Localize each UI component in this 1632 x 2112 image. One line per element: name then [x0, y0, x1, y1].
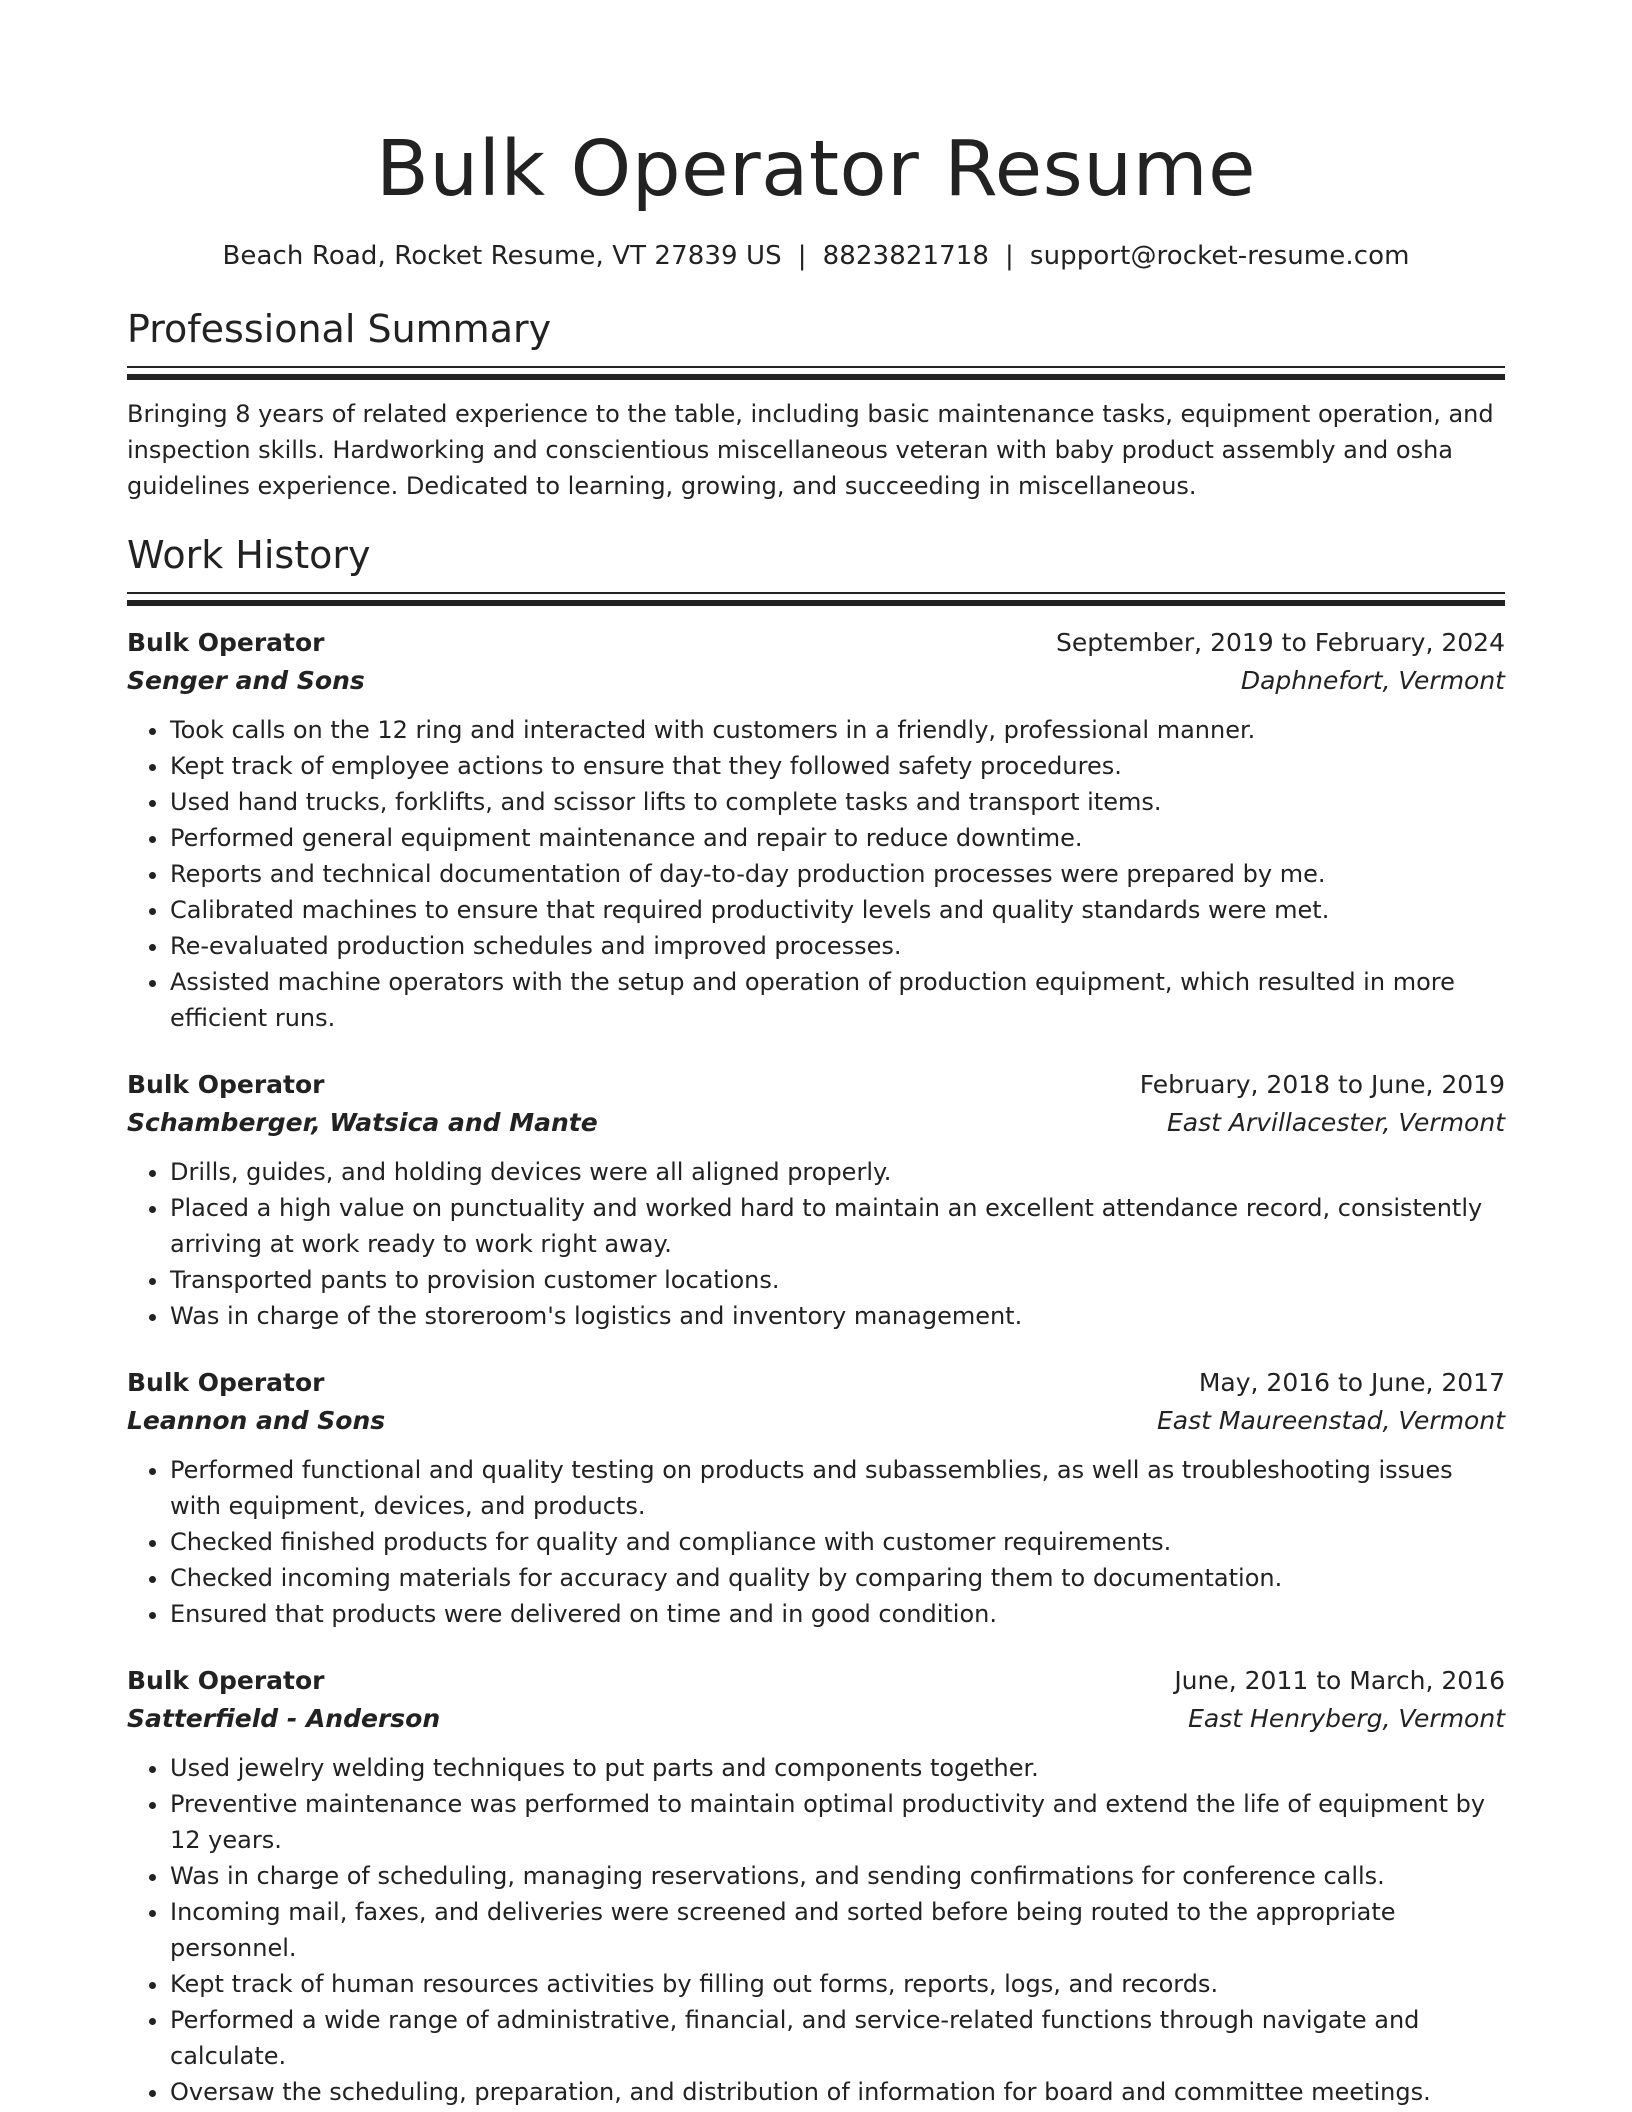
job-bullet: • Used jewelry welding techniques to put parts and components together. — [170, 1750, 1505, 1786]
job-company: Senger and Sons — [127, 666, 365, 695]
job-company: Satterfield - Anderson — [127, 1704, 441, 1733]
job-dates: February, 2018 to June, 2019 — [1139, 1070, 1505, 1099]
job-location: Daphnefort, Vermont — [1240, 666, 1505, 695]
job-bullet: • Re-evaluated production schedules and improved processes. — [170, 928, 1505, 964]
job-bullets — [127, 1452, 1505, 1632]
job-subheader — [127, 1700, 1505, 1738]
job-bullet: • Oversaw the scheduling, preparation, and distribution of information for board and committee meetings. — [170, 2074, 1505, 2110]
contact-phone: 8823821718 — [822, 241, 990, 271]
job-dates: September, 2019 to February, 2024 — [1056, 628, 1505, 657]
job-bullets — [127, 712, 1505, 1036]
job-bullet: • Performed general equipment maintenance and repair to reduce downtime. — [170, 820, 1505, 856]
job-header — [127, 1066, 1505, 1104]
job-dates: May, 2016 to June, 2017 — [1198, 1368, 1505, 1397]
job-title: Bulk Operator — [127, 1368, 325, 1397]
job-bullet: • Drills, guides, and holding devices were all aligned properly. — [170, 1154, 1505, 1190]
work-history-heading: Work History — [127, 533, 371, 577]
work-history-section — [127, 530, 1505, 2110]
job-location: East Henryberg, Vermont — [1188, 1704, 1505, 1733]
resume-title: Bulk Operator Resume — [376, 125, 1256, 214]
job-bullet: • Performed a wide range of administrative, financial, and service-related functions through navigate and calculate. — [170, 2002, 1505, 2074]
job-header — [127, 624, 1505, 662]
job-bullet: • Ensured that products were delivered on time and in good condition. — [170, 1596, 1505, 1632]
job-company: Schamberger, Watsica and Mante — [127, 1108, 598, 1137]
job-bullet: • Kept track of human resources activities by filling out forms, reports, logs, and records. — [170, 1966, 1505, 2002]
job-bullet: • Reports and technical documentation of day-to-day production processes were prepared by me. — [170, 856, 1505, 892]
job-bullet: • Checked incoming materials for accuracy and quality by comparing them to documentation. — [170, 1560, 1505, 1596]
job-bullet: • Preventive maintenance was performed to maintain optimal productivity and extend the life of equipment by 12 years. — [170, 1786, 1505, 1858]
job-company: Leannon and Sons — [127, 1406, 386, 1435]
contact-email: support@rocket-resume.com — [1029, 241, 1410, 271]
job-location: East Maureenstad, Vermont — [1156, 1406, 1505, 1435]
job-location: East Arvillacester, Vermont — [1166, 1108, 1505, 1137]
job-title: Bulk Operator — [127, 628, 325, 657]
job-bullet: • Checked finished products for quality and compliance with customer requirements. — [170, 1524, 1505, 1560]
job-bullet: • Kept track of employee actions to ensure that they followed safety procedures. — [170, 748, 1505, 784]
contact-line — [127, 238, 1505, 274]
summary-heading: Professional Summary — [127, 307, 552, 351]
contact-address: Beach Road, Rocket Resume, VT 27839 US — [222, 241, 782, 271]
job-header — [127, 1662, 1505, 1700]
job-bullet: • Transported pants to provision customer locations. — [170, 1262, 1505, 1298]
job-bullets — [127, 1154, 1505, 1334]
contact-separator: | — [1005, 241, 1014, 271]
job-entry — [127, 1662, 1505, 2110]
job-subheader — [127, 1104, 1505, 1142]
job-dates: June, 2011 to March, 2016 — [1174, 1666, 1505, 1695]
section-divider — [127, 366, 1505, 380]
job-header — [127, 1364, 1505, 1402]
summary-section — [127, 304, 1505, 504]
job-bullet: • Took calls on the 12 ring and interacted with customers in a friendly, professional manner. — [170, 712, 1505, 748]
job-title: Bulk Operator — [127, 1666, 325, 1695]
job-entry — [127, 1066, 1505, 1334]
job-bullets — [127, 1750, 1505, 2110]
job-bullet: • Placed a high value on punctuality and worked hard to maintain an excellent attendance record, consistently arriving at work ready to work right away. — [170, 1190, 1505, 1262]
job-bullet: • Calibrated machines to ensure that required productivity levels and quality standards were met. — [170, 892, 1505, 928]
job-bullet: • Incoming mail, faxes, and deliveries were screened and sorted before being routed to the appropriate personnel. — [170, 1894, 1505, 1966]
job-entry — [127, 624, 1505, 1036]
job-subheader — [127, 662, 1505, 700]
section-divider — [127, 592, 1505, 606]
job-bullet: • Assisted machine operators with the setup and operation of production equipment, which resulted in more efficient runs. — [170, 964, 1505, 1036]
job-bullet: • Was in charge of scheduling, managing reservations, and sending confirmations for conference calls. — [170, 1858, 1505, 1894]
job-entry — [127, 1364, 1505, 1632]
contact-separator: | — [797, 241, 807, 271]
job-title: Bulk Operator — [127, 1070, 325, 1099]
job-bullet: • Was in charge of the storeroom's logistics and inventory management. — [170, 1298, 1505, 1334]
job-bullet: • Used hand trucks, forklifts, and scissor lifts to complete tasks and transport items. — [170, 784, 1505, 820]
job-subheader — [127, 1402, 1505, 1440]
job-bullet: • Performed functional and quality testing on products and subassemblies, as well as troubleshooting issues with equipment, devices, and products. — [170, 1452, 1505, 1524]
summary-text: Bringing 8 years of related experience to the table, including basic maintenance tasks, equipment operation, and inspection skills. Hardworking and conscientious miscellaneous veteran with baby product assembly and osha guidelines experience. Dedicated to learning, growing, and succeeding in miscellaneous. — [127, 400, 1494, 500]
